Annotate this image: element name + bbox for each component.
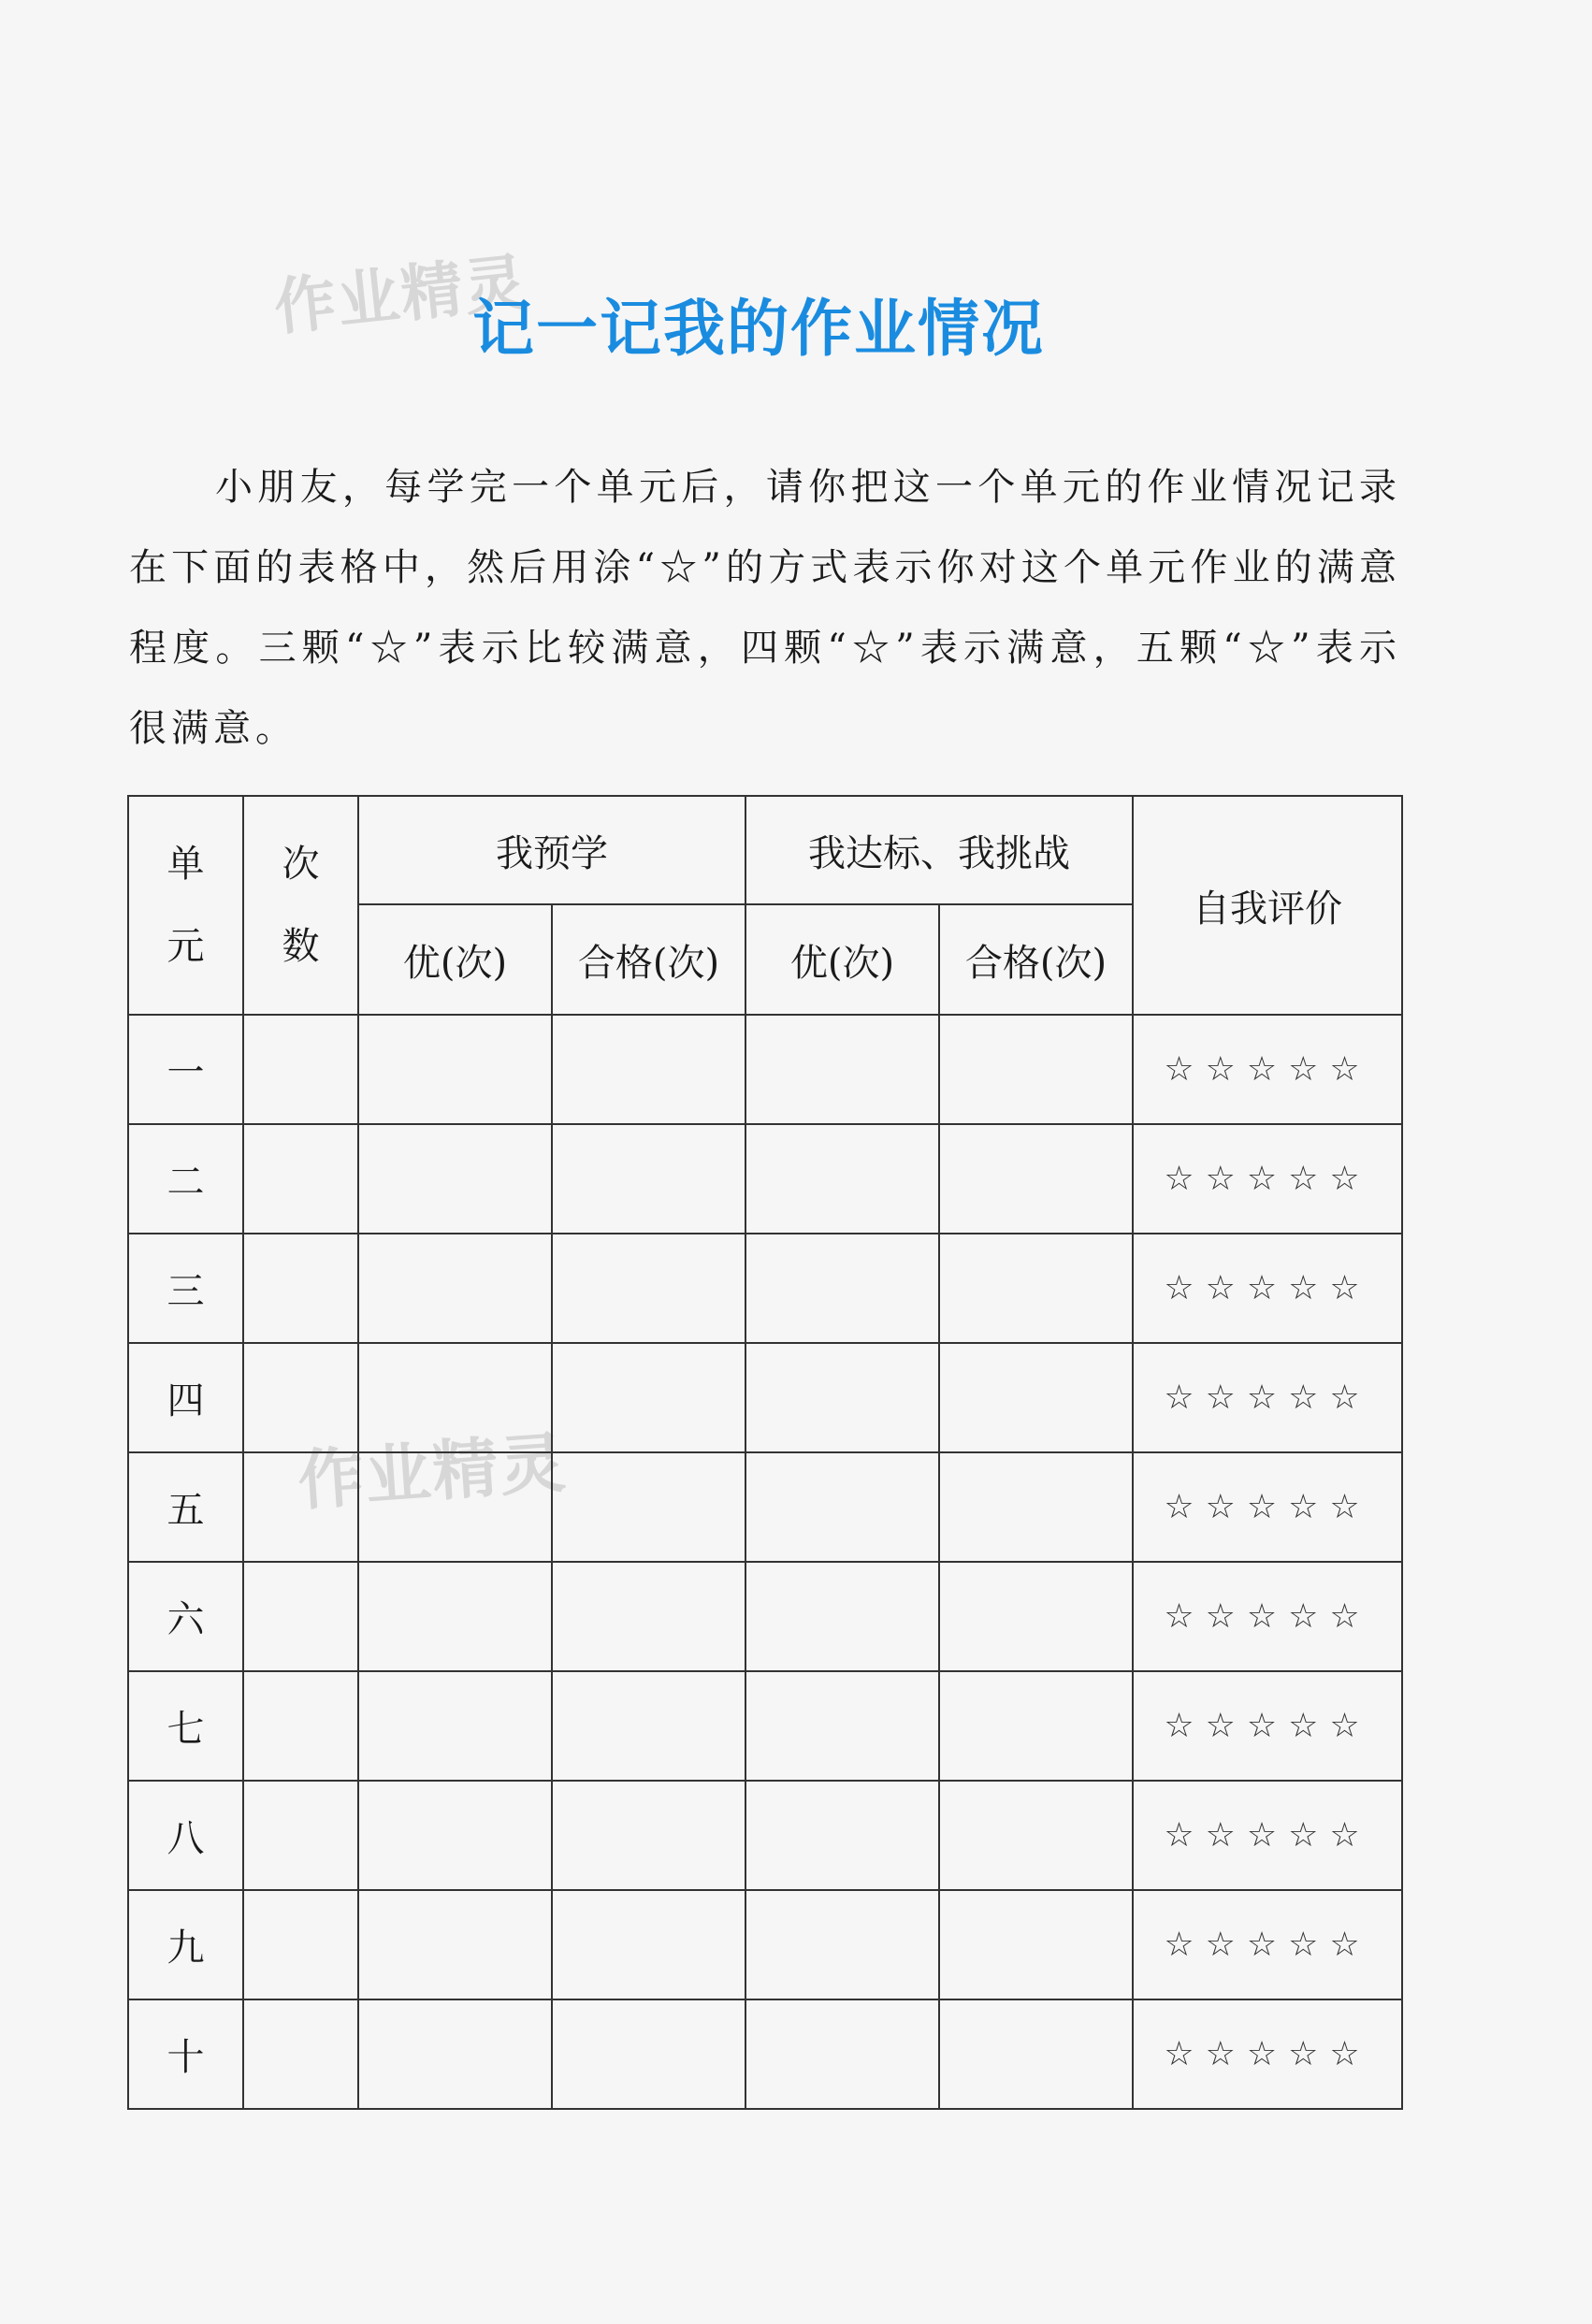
preview-excellent-cell[interactable] (358, 1234, 552, 1343)
table-body (128, 1015, 1402, 2109)
count-header-top: 次 (282, 843, 320, 886)
table-row (128, 1452, 1402, 1562)
self-eval-header: 自我评价 (1133, 796, 1402, 1015)
challenge-pass-header: 合格(次) (939, 904, 1133, 1015)
preview-pass-cell[interactable] (552, 1452, 745, 1562)
count-cell[interactable] (243, 1781, 358, 1890)
challenge-pass-cell[interactable] (939, 1999, 1133, 2109)
unit-header-bottom: 元 (166, 925, 205, 968)
preview-excellent-cell[interactable] (358, 1452, 552, 1562)
challenge-pass-cell[interactable] (939, 1562, 1133, 1671)
unit-cell: 六 (128, 1562, 243, 1671)
preview-pass-cell[interactable] (552, 1562, 745, 1671)
table-row (128, 1890, 1402, 1999)
preview-excellent-cell[interactable] (358, 1124, 552, 1234)
unit-cell: 四 (128, 1343, 243, 1452)
challenge-excellent-cell[interactable] (745, 1890, 939, 1999)
challenge-excellent-cell[interactable] (745, 1562, 939, 1671)
unit-header (128, 796, 243, 1015)
homework-record-table (127, 795, 1403, 2110)
challenge-header: 我达标、我挑战 (745, 796, 1133, 904)
table-row (128, 1562, 1402, 1671)
challenge-pass-cell[interactable] (939, 1343, 1133, 1452)
preview-pass-cell[interactable] (552, 1999, 745, 2109)
preview-pass-cell[interactable] (552, 1015, 745, 1124)
challenge-excellent-cell[interactable] (745, 1452, 939, 1562)
challenge-pass-cell[interactable] (939, 1890, 1133, 1999)
challenge-excellent-cell[interactable] (745, 1671, 939, 1781)
star-rating-icon[interactable]: ☆☆☆☆☆ (1133, 1452, 1402, 1562)
star-rating-icon[interactable]: ☆☆☆☆☆ (1133, 1890, 1402, 1999)
unit-cell: 三 (128, 1234, 243, 1343)
preview-excellent-cell[interactable] (358, 1343, 552, 1452)
count-cell[interactable] (243, 1671, 358, 1781)
unit-header-top: 单 (166, 843, 205, 886)
page-title: 记一记我的作业情况 (472, 293, 1045, 365)
star-rating-icon[interactable]: ☆☆☆☆☆ (1133, 1999, 1402, 2109)
star-rating-icon[interactable]: ☆☆☆☆☆ (1133, 1015, 1402, 1124)
challenge-excellent-cell[interactable] (745, 1781, 939, 1890)
preview-excellent-header: 优(次) (358, 904, 552, 1015)
preview-pass-cell[interactable] (552, 1124, 745, 1234)
preview-pass-header: 合格(次) (552, 904, 745, 1015)
challenge-excellent-cell[interactable] (745, 1343, 939, 1452)
challenge-excellent-cell[interactable] (745, 1015, 939, 1124)
preview-header: 我预学 (358, 796, 745, 904)
preview-pass-cell[interactable] (552, 1890, 745, 1999)
challenge-pass-cell[interactable] (939, 1015, 1133, 1124)
unit-cell: 十 (128, 1999, 243, 2109)
table-row (128, 1781, 1402, 1890)
count-header (243, 796, 358, 1015)
watermark: 作业精灵 (295, 1424, 570, 1520)
challenge-excellent-cell[interactable] (745, 1999, 939, 2109)
intro-paragraph: 小朋友，每学完一个单元后，请你把这一个单元的作业情况记录在下面的表格中，然后用涂“☆”的方式表示你对这个单元作业的满意程度。三颗“☆”表示比较满意，四颗“☆”表示满意，五颗“☆”表示很满意。 (129, 466, 1401, 750)
preview-excellent-cell[interactable] (358, 1781, 552, 1890)
table-row (128, 1234, 1402, 1343)
preview-pass-cell[interactable] (552, 1781, 745, 1890)
preview-pass-cell[interactable] (552, 1234, 745, 1343)
table-row (128, 1124, 1402, 1234)
preview-excellent-cell[interactable] (358, 1890, 552, 1999)
star-rating-icon[interactable]: ☆☆☆☆☆ (1133, 1671, 1402, 1781)
preview-excellent-cell[interactable] (358, 1562, 552, 1671)
table-row (128, 1999, 1402, 2109)
count-cell[interactable] (243, 1562, 358, 1671)
unit-cell: 九 (128, 1890, 243, 1999)
preview-excellent-cell[interactable] (358, 1999, 552, 2109)
star-rating-icon[interactable]: ☆☆☆☆☆ (1133, 1781, 1402, 1890)
challenge-pass-cell[interactable] (939, 1781, 1133, 1890)
unit-cell: 七 (128, 1671, 243, 1781)
count-cell[interactable] (243, 1999, 358, 2109)
challenge-pass-cell[interactable] (939, 1671, 1133, 1781)
watermark: 作业精灵 (270, 245, 531, 344)
preview-excellent-cell[interactable] (358, 1671, 552, 1781)
table-row (128, 1671, 1402, 1781)
count-cell[interactable] (243, 1890, 358, 1999)
unit-cell: 八 (128, 1781, 243, 1890)
unit-cell: 五 (128, 1452, 243, 1562)
table-row (128, 1015, 1402, 1124)
count-cell[interactable] (243, 1343, 358, 1452)
challenge-pass-cell[interactable] (939, 1124, 1133, 1234)
challenge-excellent-header: 优(次) (745, 904, 939, 1015)
star-rating-icon[interactable]: ☆☆☆☆☆ (1133, 1234, 1402, 1343)
star-rating-icon[interactable]: ☆☆☆☆☆ (1133, 1124, 1402, 1234)
challenge-excellent-cell[interactable] (745, 1124, 939, 1234)
star-rating-icon[interactable]: ☆☆☆☆☆ (1133, 1343, 1402, 1452)
preview-pass-cell[interactable] (552, 1343, 745, 1452)
count-cell[interactable] (243, 1234, 358, 1343)
count-cell[interactable] (243, 1452, 358, 1562)
preview-excellent-cell[interactable] (358, 1015, 552, 1124)
count-cell[interactable] (243, 1015, 358, 1124)
preview-pass-cell[interactable] (552, 1671, 745, 1781)
unit-cell: 二 (128, 1124, 243, 1234)
challenge-pass-cell[interactable] (939, 1452, 1133, 1562)
count-cell[interactable] (243, 1124, 358, 1234)
star-rating-icon[interactable]: ☆☆☆☆☆ (1133, 1562, 1402, 1671)
challenge-pass-cell[interactable] (939, 1234, 1133, 1343)
unit-cell: 一 (128, 1015, 243, 1124)
table-row (128, 1343, 1402, 1452)
challenge-excellent-cell[interactable] (745, 1234, 939, 1343)
count-header-bottom: 数 (282, 925, 320, 968)
